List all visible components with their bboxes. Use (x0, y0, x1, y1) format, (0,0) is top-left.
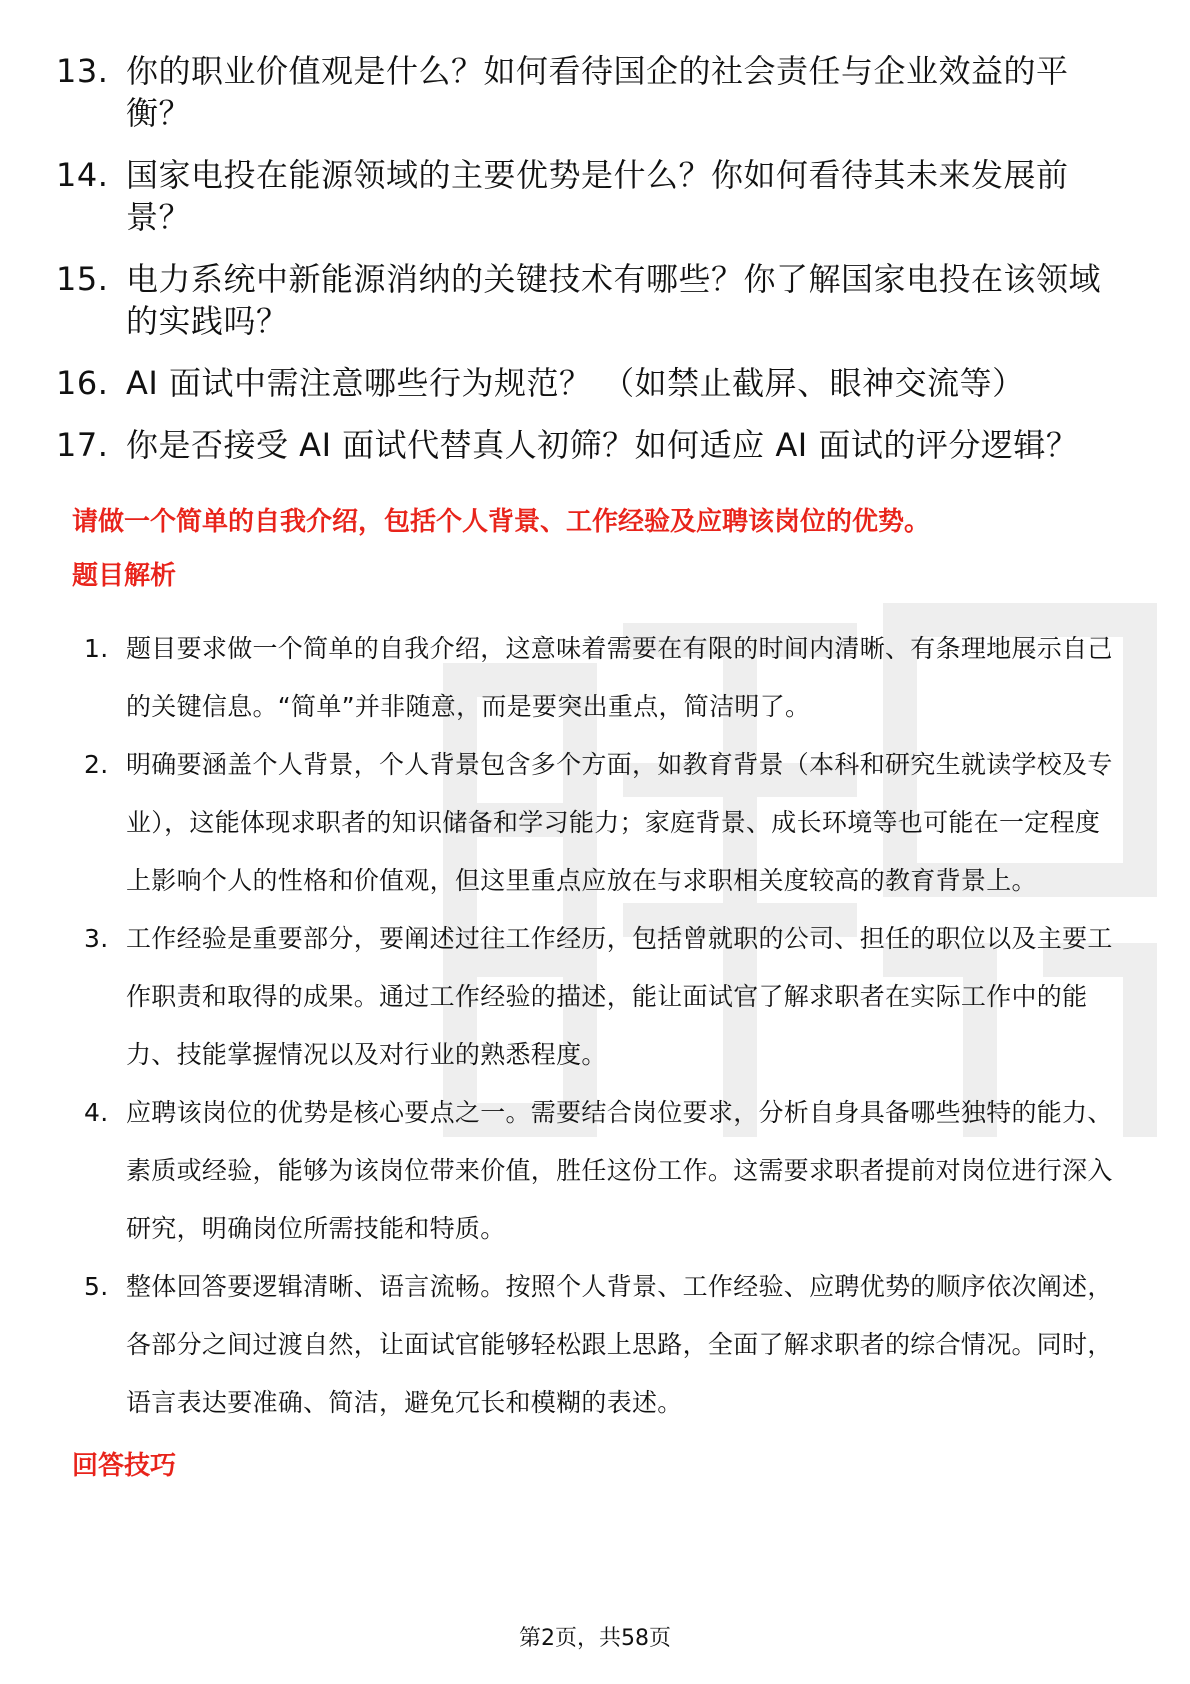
question-number: 13. (56, 52, 109, 90)
question-item (56, 424, 1116, 466)
analysis-number: 1. (84, 634, 109, 663)
analysis-number: 3. (84, 924, 109, 953)
tips-heading: 回答技巧 (72, 1451, 177, 1481)
question-number: 17. (56, 426, 109, 464)
analysis-text: 工作经验是重要部分，要阐述过往工作经历，包括曾就职的公司、担任的职位以及主要工作职责和取得的成果。通过工作经验的描述，能让面试官了解求职者在实际工作中的能力、技能掌握情况以及对行业的熟悉程度。 (126, 924, 1113, 1069)
question-number: 14. (56, 156, 109, 194)
analysis-text: 应聘该岗位的优势是核心要点之一。需要结合岗位要求，分析自身具备哪些独特的能力、素质或经验，能够为该岗位带来价值，胜任这份工作。这需要求职者提前对岗位进行深入研究，明确岗位所需技能和特质。 (126, 1098, 1113, 1243)
question-item (56, 258, 1116, 342)
analysis-text: 整体回答要逻辑清晰、语言流畅。按照个人背景、工作经验、应聘优势的顺序依次阐述，各部分之间过渡自然，让面试官能够轻松跟上思路，全面了解求职者的综合情况。同时，语言表达要准确、简洁，避免冗长和模糊的表述。 (126, 1272, 1113, 1417)
analysis-heading: 题目解析 (72, 561, 177, 591)
analysis-number: 5. (84, 1272, 109, 1301)
question-item (56, 50, 1116, 134)
analysis-text: 明确要涵盖个人背景，个人背景包含多个方面，如教育背景（本科和研究生就读学校及专业），这能体现求职者的知识储备和学习能力；家庭背景、成长环境等也可能在一定程度上影响个人的性格和价值观，但这里重点应放在与求职相关度较高的教育背景上。 (126, 750, 1113, 895)
section-question-heading: 请做一个简单的自我介绍，包括个人背景、工作经验及应聘该岗位的优势。 (72, 507, 931, 537)
question-item (56, 362, 1116, 404)
question-number: 15. (56, 260, 109, 298)
analysis-number: 4. (84, 1098, 109, 1127)
analysis-item (84, 1258, 1124, 1432)
question-text: 国家电投在能源领域的主要优势是什么？你如何看待其未来发展前景？ (126, 156, 1069, 236)
page-footer: 第2页，共58页 (519, 1626, 671, 1651)
analysis-item (84, 1084, 1124, 1258)
analysis-item (84, 620, 1124, 736)
question-text: AI 面试中需注意哪些行为规范？ （如禁止截屏、眼神交流等） (126, 364, 1025, 402)
analysis-list (84, 634, 1124, 1484)
question-item (56, 154, 1116, 238)
question-text: 电力系统中新能源消纳的关键技术有哪些？你了解国家电投在该领域的实践吗？ (126, 260, 1102, 340)
analysis-number: 2. (84, 750, 109, 779)
analysis-text: 题目要求做一个简单的自我介绍，这意味着需要在有限的时间内清晰、有条理地展示自己的关键信息。“简单”并非随意，而是要突出重点，简洁明了。 (126, 634, 1113, 721)
question-number: 16. (56, 364, 109, 402)
analysis-item (84, 910, 1124, 1084)
question-text: 你的职业价值观是什么？如何看待国企的社会责任与企业效益的平衡？ (126, 52, 1069, 132)
question-list (56, 50, 1116, 486)
analysis-item (84, 736, 1124, 910)
question-text: 你是否接受 AI 面试代替真人初筛？如何适应 AI 面试的评分逻辑？ (126, 426, 1079, 464)
